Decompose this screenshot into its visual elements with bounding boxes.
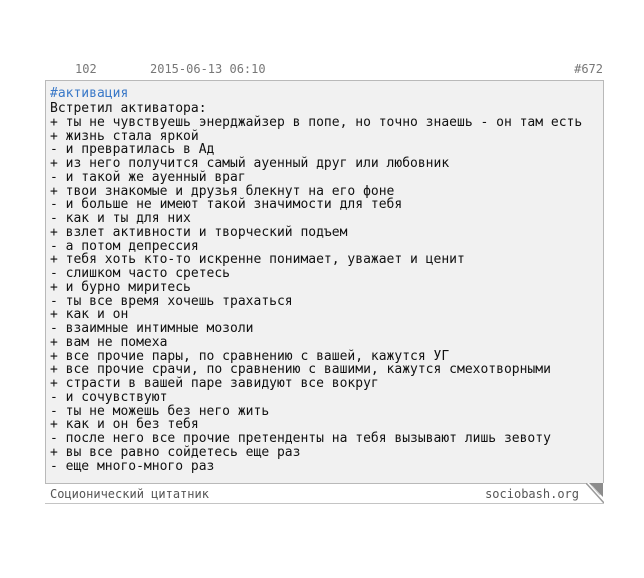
quote-line: + твои знакомые и друзья блекнут на его фоне <box>50 183 395 199</box>
quote-line: - взаимные интимные мозоли <box>50 321 254 336</box>
quote-line: + вы все равно сойдетесь еще раз <box>50 444 301 460</box>
quote-line: - и больше не имеют такой значимости для тебя <box>50 197 403 213</box>
quote-line: - и превратилась в Ад <box>50 142 215 158</box>
quote-line: - слишком часто сретесь <box>50 266 231 281</box>
quote-line: - еще много-много раз <box>50 458 215 474</box>
quote-footer <box>45 485 604 504</box>
quote-line: - после него все прочие претенденты на тебя вызывают лишь зевоту <box>50 431 551 446</box>
quote-line: + жизнь стала яркой <box>50 128 199 144</box>
quote-tag-link[interactable]: #активация <box>50 86 129 101</box>
quote-line: + тебя хоть кто-то искренне понимает, уважает и ценит <box>50 252 465 268</box>
quote-line: - ты все время хочешь трахаться <box>50 293 293 309</box>
quote-line: + вам не помеха <box>50 334 168 350</box>
quote-date: 2015-06-13 06:10 <box>150 62 266 76</box>
quote-line: + как и он <box>50 307 129 323</box>
quote-line: + все прочие пары, по сравнению с вашей, кажутся УГ <box>50 348 450 364</box>
quote-line: + взлет активности и творческий подъем <box>50 224 348 240</box>
quote-number-link[interactable]: #672 <box>574 62 603 76</box>
quote-line: + как и он без тебя <box>50 417 199 433</box>
quote-rating: 102 <box>75 62 97 76</box>
quote-line: - а потом депрессия <box>50 238 199 254</box>
quote-line: + ты не чувствуешь энерджайзер в попе, но точно знаешь - он там есть <box>50 114 583 130</box>
quote-line: + из него получится самый ауенный друг или любовник <box>50 156 450 171</box>
quote-text <box>50 102 582 473</box>
quote-line: - ты не можешь без него жить <box>50 403 270 419</box>
site-name: Соционический цитатник <box>50 487 209 501</box>
quote-line: + и бурно миритесь <box>50 279 191 295</box>
site-domain-link[interactable]: sociobash.org <box>485 487 579 501</box>
quote-meta <box>45 61 604 77</box>
quote-line: - и сочувствуют <box>50 389 168 405</box>
quote-box <box>45 80 604 484</box>
quote-line: - как и ты для них <box>50 211 191 226</box>
quote-line: Встретил активатора: <box>50 101 207 116</box>
quote-line: + все прочие срачи, по сравнению с вашими, кажутся смехотворными <box>50 362 551 378</box>
quote-line: - и такой же ауенный враг <box>50 169 246 185</box>
quote-line: + страсти в вашей паре завидуют все вокруг <box>50 376 379 391</box>
